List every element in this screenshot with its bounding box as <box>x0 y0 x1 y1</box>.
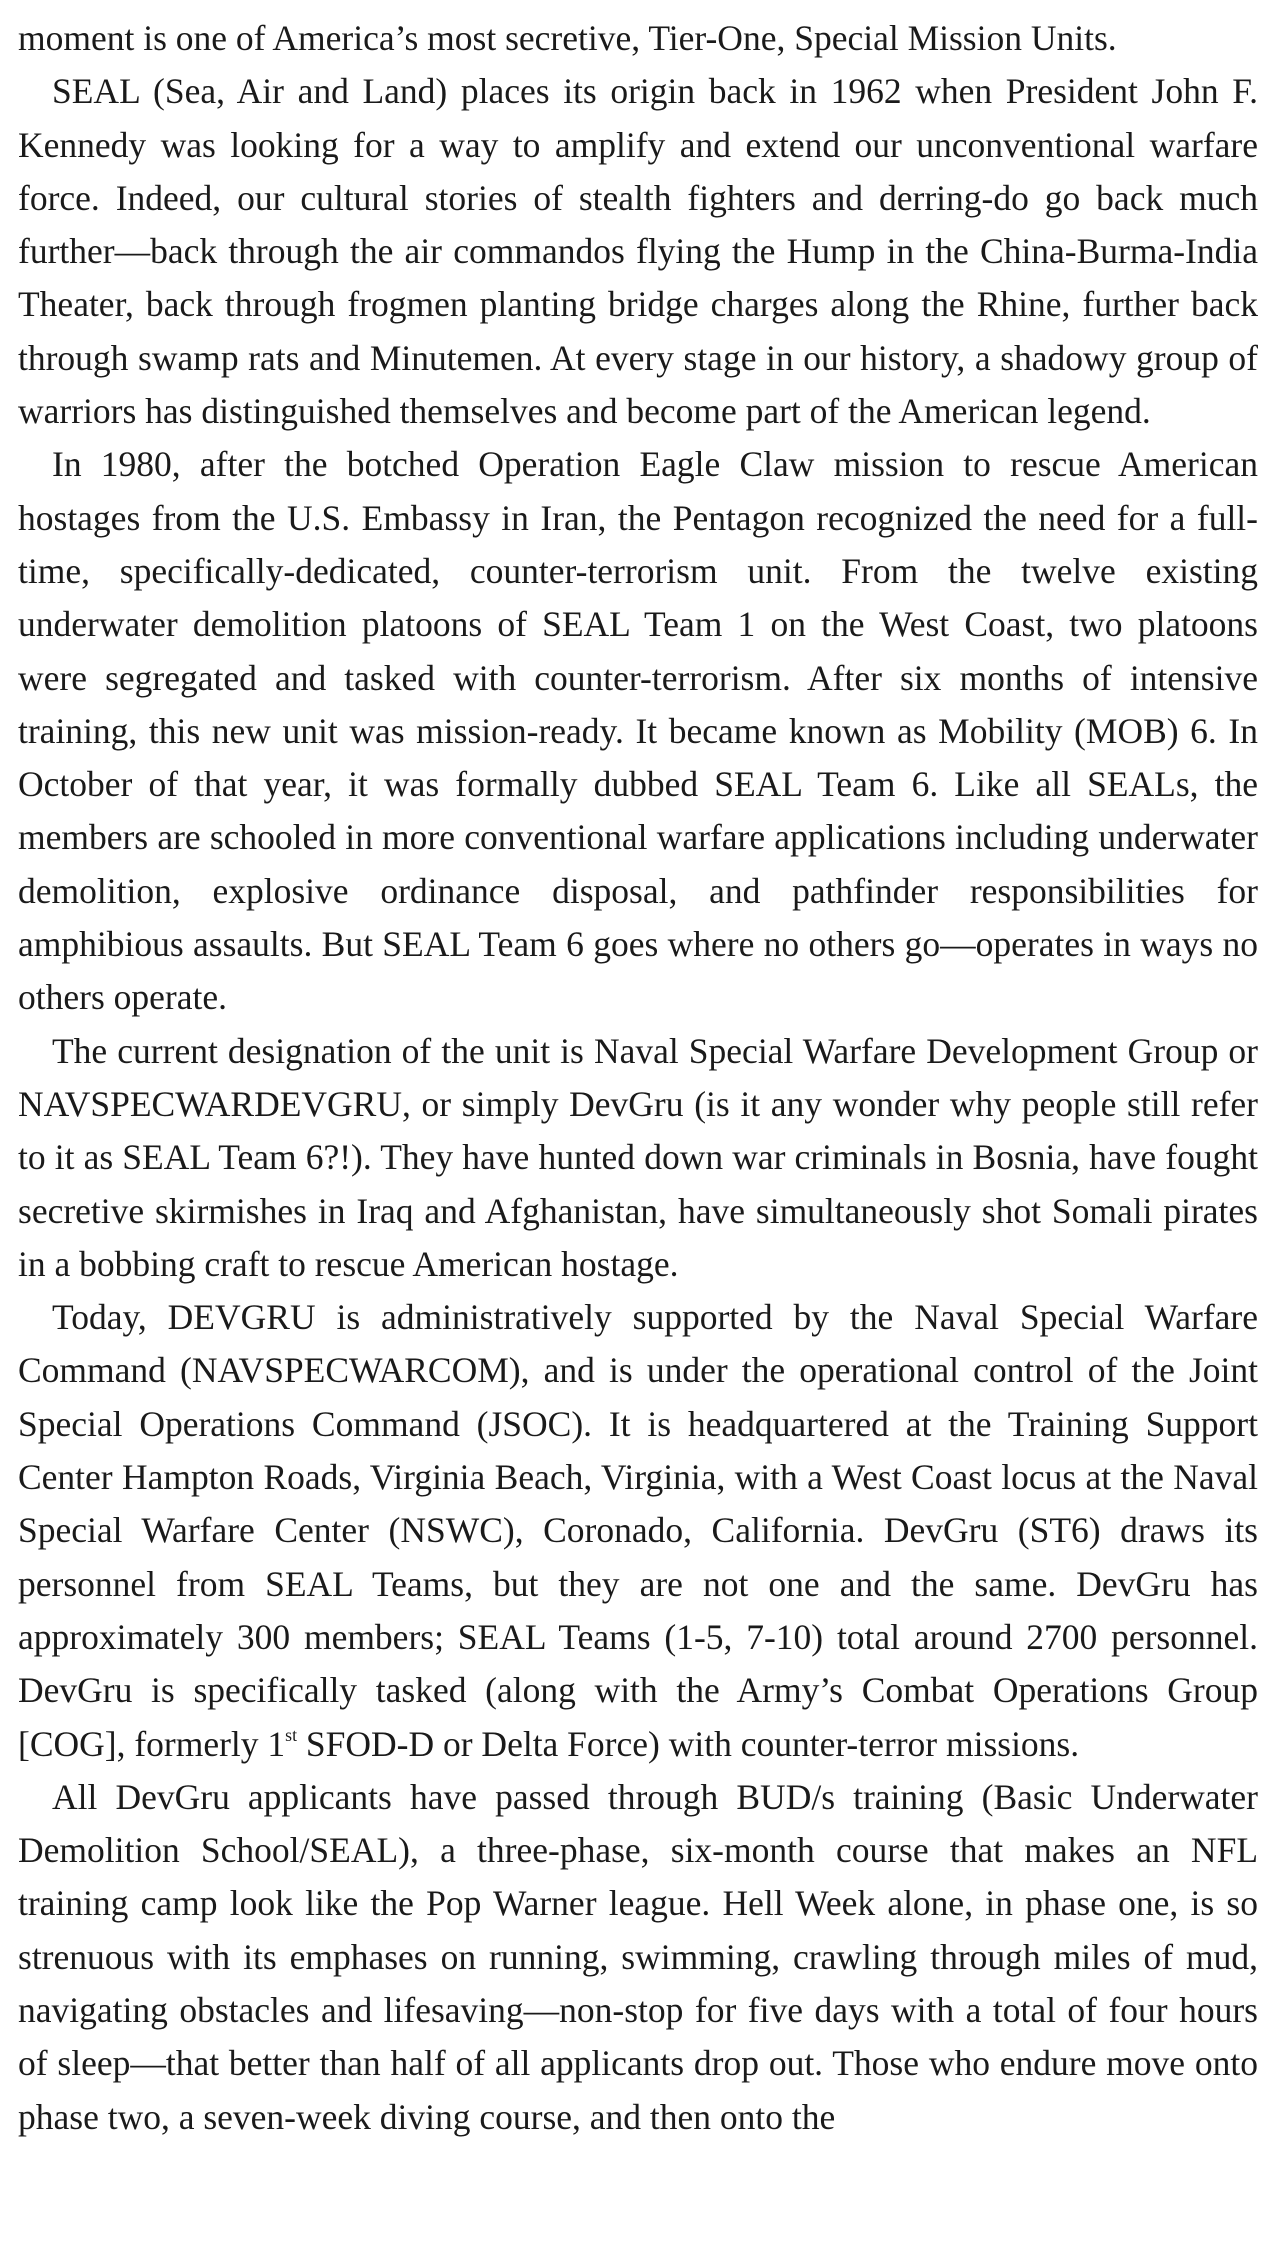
paragraph-seal-origin: SEAL (Sea, Air and Land) places its origin back in 1962 when President John F. Kennedy was looking for a way to amplify and extend our unconventional warfare force. Indeed, our cultural stories of stealth fighters and derring-do go back much further—back through the air commandos flying the Hump in the China-Burma-India Theater, back through frogmen planting bridge charges along the Rhine, further back through swamp rats and Minutemen. At every stage in our history, a shadowy group of warriors has distinguished themselves and become part of the American legend. <box>18 71 1258 432</box>
paragraph-text: Today, DEVGRU is administratively supported by the Naval Special Warfare Command (NAVSPECWARCOM), and is under the operational control of the Joint Special Operations Command (JSOC). It is headquartered at the Training Support Center Hampton Roads, Virginia Beach, Virginia, with a West Coast locus at the Naval Special Warfare Center (NSWC), Coronado, California. DevGru (ST6) draws its personnel from SEAL Teams, but they are not one and the same. DevGru has approximately 300 members; SEAL Teams (1-5, 7-10) total around 2700 personnel. DevGru is specifically tasked (along with the Army’s Combat Operations Group [COG], formerly 1 <box>18 1297 1258 1764</box>
ordinal-superscript: st <box>285 1724 298 1745</box>
paragraph-buds-training: All DevGru applicants have passed through BUD/s training (Basic Underwater Demolition School/SEAL), a three-phase, six-month course that makes an NFL training camp look like the Pop Warner league. Hell Week alone, in phase one, is so strenuous with its emphases on running, swimming, crawling through miles of mud, navigating obstacles and lifesaving—non-stop for five days with a total of four hours of sleep—that better than half of all applicants drop out. Those who endure move onto phase two, a seven-week diving course, and then onto the <box>18 1776 1258 2137</box>
paragraph-1980-history: In 1980, after the botched Operation Eagle Claw mission to rescue American hostages from the U.S. Embassy in Iran, the Pentagon recognized the need for a full-time, specifically-dedicated, counter-terrorism unit. From the twelve existing underwater demolition platoons of SEAL Team 1 on the West Coast, two platoons were segregated and tasked with counter-terrorism. After six months of intensive training, this new unit was mission-ready. It became known as Mobility (MOB) 6. In October of that year, it was formally dubbed SEAL Team 6. Like all SEALs, the members are schooled in more conventional warfare applications including underwater demolition, explosive ordinance disposal, and pathfinder responsibilities for amphibious assaults. But SEAL Team 6 goes where no others go—operates in ways no others operate. <box>18 444 1258 1018</box>
paragraph-current-designation: The current designation of the unit is Naval Special Warfare Development Group or NAVSPECWARDEVGRU, or simply DevGru (is it any wonder why people still refer to it as SEAL Team 6?!). They have hunted down war criminals in Bosnia, have fought secretive skirmishes in Iraq and Afghanistan, have simultaneously shot Somali pirates in a bobbing craft to rescue American hostage. <box>18 1030 1258 1284</box>
paragraph-text: SFOD-D or Delta Force) with counter-terror missions. <box>297 1723 1080 1764</box>
paragraph-continued: moment is one of America’s most secretive, Tier-One, Special Mission Units. <box>18 18 1117 58</box>
document-page <box>18 12 1258 2144</box>
paragraph-devgru-today <box>18 1291 1258 1771</box>
